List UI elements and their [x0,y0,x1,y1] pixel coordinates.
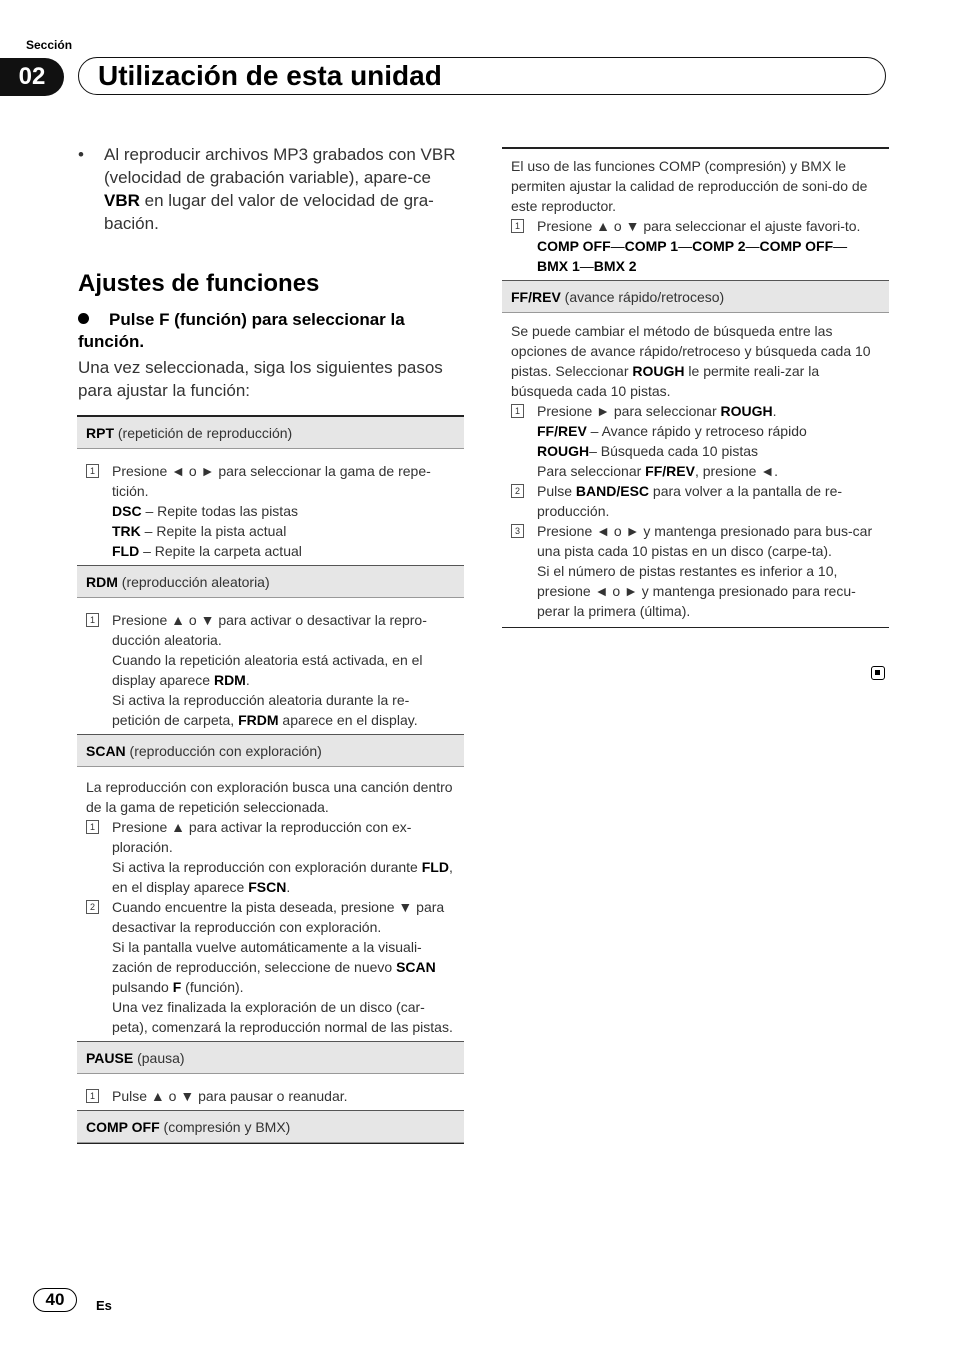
rpt-step-1: 1 Presione ◄ o ► para seleccionar la gama de repe-tición. DSC – Repite todas las pistas TRK – Repite la pista actual FLD – Repite la carpeta actual [86,461,455,561]
section-label: Sección [26,38,73,52]
end-of-section-icon [871,666,885,680]
bullet-mark: • [78,145,84,164]
comp-header: COMP OFF (compresión y BMX) [77,1111,464,1143]
page-number: 40 [33,1288,77,1312]
instruction-description: Una vez seleccionada, siga los siguientes pasos para ajustar la función: [78,358,443,400]
rpt-header: RPT (repetición de reproducción) [77,417,464,449]
rpt-body [77,449,464,565]
step-dot-icon [78,313,89,324]
pause-header: PAUSE (pausa) [77,1042,464,1074]
rdm-header: RDM (reproducción aleatoria) [77,566,464,598]
comp-body: El uso de las funciones COMP (compresión) y BMX le permiten ajustar la calidad de reproducción de soni-do de este reproductor. 1 Presione ▲ o ▼ para seleccionar el ajuste favori-to. COMP OFF—COMP 1—COMP 2—COMP OFF— BMX 1—BMX 2 [502,149,889,280]
section-number-badge: 02 [0,58,64,96]
ffrev-step-2: 2 Pulse BAND/ESC para volver a la pantalla de re-producción. [511,481,880,521]
function-table-right [502,147,889,628]
scan-header: SCAN (reproducción con exploración) [77,735,464,767]
pause-step-1: 1 Pulse ▲ o ▼ para pausar o reanudar. [86,1086,455,1106]
rdm-step-1: 1 Presione ▲ o ▼ para activar o desactivar la repro-ducción aleatoria. Cuando la repetición aleatoria está activada, en el display aparece RDM. Si activa la reproducción aleatoria durante la re-petición de carpeta, FRDM aparece en el display. [86,610,455,730]
ffrev-step-1: 1 Presione ► para seleccionar ROUGH. FF/REV – Avance rápido y retroceso rápido ROUGH– Búsqueda cada 10 pistas Para seleccionar FF/REV, presione ◄. [511,401,880,481]
scan-body: La reproducción con exploración busca una canción dentro de la gama de repetición seleccionada. 1 Presione ▲ para activar la reproducción con ex-ploración. Si activa la reproducción con exploración durante FLD, en el display aparece FSCN. 2 Cuando encuentre la pista deseada, presione ▼ para desactivar la reproducción con exploración. Si la pantalla vuelve automáticamente a la visuali-zación de reproducción, seleccione de nuevo SCAN pulsando F (función). Una vez finalizada la exploración de un disco (car-peta), comenzará la reproducción normal de las pistas. [77,767,464,1041]
pause-body [77,1074,464,1110]
scan-step-1: 1 Presione ▲ para activar la reproducción con ex-ploración. Si activa la reproducción con exploración durante FLD, en el display aparece FSCN. [86,817,455,897]
ffrev-step-3: 3 Presione ◄ o ► y mantenga presionado para bus-car una pista cada 10 pistas en un disco (carpe-ta). Si el número de pistas restantes es inferior a 10, presione ◄ o ► y mantenga presionado para recu-perar la primera (última). [511,521,880,621]
intro-bullet-text: Al reproducir archivos MP3 grabados con VBR (velocidad de grabación variable), apare-ce VBR en lugar del valor de velocidad de gra-bación. [104,145,456,233]
comp-step-1: 1 Presione ▲ o ▼ para seleccionar el ajuste favori-to. COMP OFF—COMP 1—COMP 2—COMP OFF— BMX 1—BMX 2 [511,216,880,276]
rdm-body [77,598,464,734]
function-table-left [77,415,464,1144]
ffrev-body: Se puede cambiar el método de búsqueda entre las opciones de avance rápido/retroceso y búsqueda cada 10 pistas. Seleccionar ROUGH le permite reali-zar la búsqueda cada 10 pistas. 1 Presione ► para seleccionar ROUGH. FF/REV – Avance rápido y retroceso rápido ROUGH– Búsqueda cada 10 pistas Para seleccionar FF/REV, presione ◄. 2 Pulse BAND/ESC para volver a la pantalla de re-producción. 3 Presione ◄ o ► y mantenga presionado para bus-car una pista cada 10 pistas en un disco (carpe-ta). Si el número de pistas restantes es inferior a 10, presione ◄ o ► y mantenga presionado para recu-perar la primera (última). [502,313,889,627]
ffrev-header: FF/REV (avance rápido/retroceso) [502,281,889,313]
scan-step-2: 2 Cuando encuentre la pista deseada, presione ▼ para desactivar la reproducción con exploración. Si la pantalla vuelve automáticamente a la visuali-zación de reproducción, seleccione de nuevo SCAN pulsando F (función). Una vez finalizada la exploración de un disco (car-peta), comenzará la reproducción normal de las pistas. [86,897,455,1037]
instruction-step: Pulse F (función) para seleccionar la función. [78,310,405,351]
page-title: Utilización de esta unidad [98,60,442,91]
section-heading: Ajustes de funciones [78,270,320,297]
language-code: Es [96,1298,112,1313]
intro-bullet [78,143,466,235]
